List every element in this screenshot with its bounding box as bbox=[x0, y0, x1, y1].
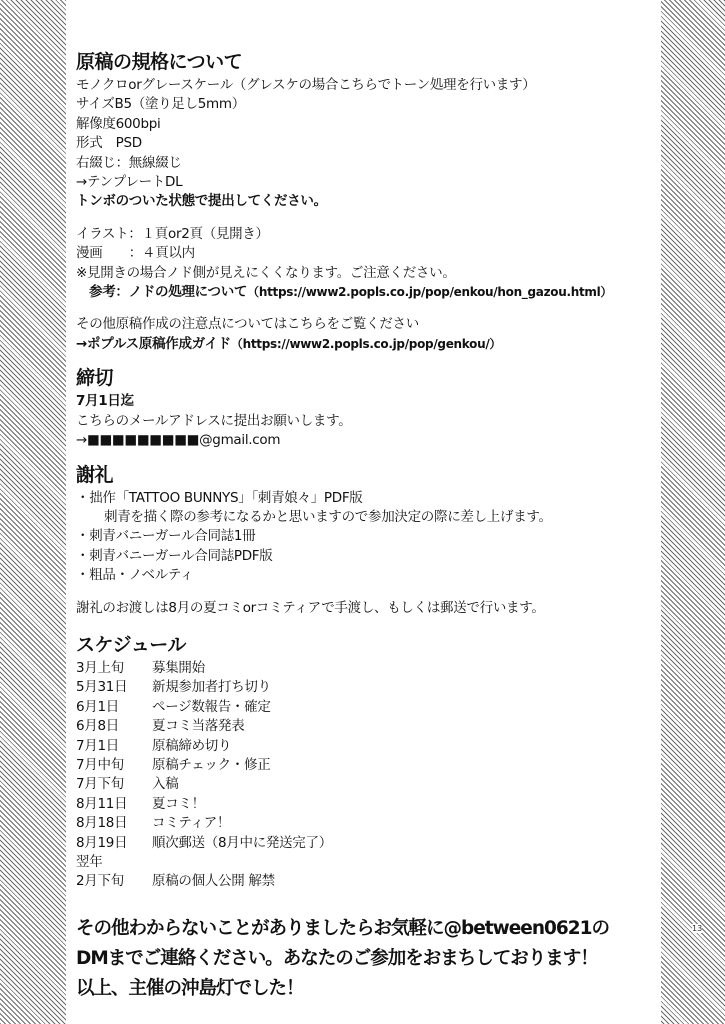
schedule-event: 原稿の個人公開 解禁 bbox=[152, 873, 275, 890]
template-download-link[interactable]: →テンプレートDL bbox=[76, 174, 183, 191]
schedule-row bbox=[76, 834, 661, 853]
page-number: 13 bbox=[692, 924, 703, 933]
schedule-row bbox=[76, 698, 661, 717]
spec-line: 形式 PSD bbox=[76, 135, 142, 152]
schedule-row bbox=[76, 678, 661, 697]
reward-item: ・刺青バニーガール合同誌PDF版 bbox=[76, 547, 273, 564]
schedule-row bbox=[76, 775, 661, 794]
guide-url[interactable]: （https://www2.popls.co.jp/pop/genkou/） bbox=[230, 336, 502, 351]
schedule-date: 7月下旬 bbox=[76, 776, 124, 793]
schedule-date: 8月18日 bbox=[76, 815, 128, 832]
guide-label[interactable]: →ポプルス原稿作成ガイド bbox=[76, 335, 231, 352]
spec-line: 右綴じ：無線綴じ bbox=[76, 154, 182, 171]
spec-note: トンボのついた状態で提出してください。 bbox=[76, 193, 327, 210]
schedule-date: 7月中旬 bbox=[76, 756, 124, 773]
schedule-event: 原稿チェック・修正 bbox=[152, 756, 271, 773]
schedule-event: ページ数報告・確定 bbox=[152, 698, 271, 715]
spec-line: サイズB5（塗り足し5mm） bbox=[76, 96, 245, 113]
closing-line: DMまでご連絡ください。あなたのご参加をおまちしております！ bbox=[76, 947, 598, 969]
deadline-heading: 締切 bbox=[76, 367, 114, 390]
schedule-row bbox=[76, 814, 661, 833]
schedule-event: 原稿締め切り bbox=[152, 737, 232, 754]
reward-item: ・粗品・ノベルティ bbox=[76, 567, 194, 584]
schedule-event: コミティア！ bbox=[152, 815, 231, 832]
schedule-row bbox=[76, 737, 661, 756]
schedule-row bbox=[76, 756, 661, 775]
reference-url[interactable]: （https://www2.popls.co.jp/pop/enkou/hon_gazou.html） bbox=[247, 285, 613, 300]
deadline-text: こちらのメールアドレスに提出お願いします。 bbox=[76, 412, 352, 429]
schedule-date: 3月上旬 bbox=[76, 659, 124, 676]
schedule-date: 8月19日 bbox=[76, 834, 128, 851]
schedule-event: 新規参加者打ち切り bbox=[152, 679, 271, 696]
page-count-line: イラスト：１頁or2頁（見開き） bbox=[76, 225, 269, 242]
schedule-event: 入稿 bbox=[152, 776, 179, 793]
schedule-date: 2月下旬 bbox=[76, 873, 124, 890]
reward-note: 謝礼のお渡しは8月の夏コミorコミティアで手渡し、もしくは郵送で行います。 bbox=[76, 599, 545, 616]
schedule-date: 8月11日 bbox=[76, 795, 128, 812]
guide-line bbox=[76, 335, 661, 354]
page-count-line: 漫画 ：４頁以内 bbox=[76, 245, 195, 262]
submission-email[interactable]: →■■■■■■■■■@gmail.com bbox=[76, 432, 281, 449]
reference-label: 参考：ノドの処理について bbox=[89, 284, 248, 301]
schedule-event: 夏コミ！ bbox=[152, 795, 205, 812]
closing-line: 以上、主催の沖島灯でした！ bbox=[76, 977, 304, 999]
closing-line: その他わからないことがありましたらお気軽に@between0621の bbox=[76, 917, 609, 939]
reward-item: ・拙作「TATTOO BUNNYS」「刺青娘々」PDF版 bbox=[76, 489, 363, 506]
spread-warning: ※見開きの場合ノド側が見えにくくなります。ご注意ください。 bbox=[76, 264, 456, 281]
schedule-row bbox=[76, 795, 661, 814]
document-page bbox=[66, 0, 661, 1024]
schedule-event: 夏コミ当落発表 bbox=[152, 718, 245, 735]
schedule-row bbox=[76, 872, 661, 891]
reward-item: ・刺青バニーガール合同誌1冊 bbox=[76, 528, 256, 545]
deadline-date: 7月1日迄 bbox=[76, 393, 134, 410]
schedule-event: 募集開始 bbox=[152, 659, 205, 676]
schedule-date: 6月1日 bbox=[76, 698, 119, 715]
schedule-row bbox=[76, 659, 661, 678]
schedule-heading: スケジュール bbox=[76, 633, 186, 656]
reward-item-description: 刺青を描く際の参考になるかと思いますので参加決定の際に差し上げます。 bbox=[104, 508, 552, 525]
spec-heading: 原稿の規格について bbox=[76, 51, 243, 73]
schedule-row bbox=[76, 717, 661, 736]
other-notes: その他原稿作成の注意点についてはこちらをご覧ください bbox=[76, 316, 419, 333]
spec-line: 解像度600bpi bbox=[76, 115, 161, 132]
reference-line bbox=[76, 283, 661, 302]
schedule-date: 6月8日 bbox=[76, 718, 119, 735]
schedule-date: 7月1日 bbox=[76, 737, 119, 754]
schedule-event: 順次郵送（8月中に発送完了） bbox=[152, 834, 332, 851]
schedule-date: 5月31日 bbox=[76, 679, 128, 696]
reward-heading: 謝礼 bbox=[76, 463, 114, 486]
spec-line: モノクロorグレースケール（グレスケの場合こちらでトーン処理を行います） bbox=[76, 77, 536, 93]
schedule-year-label: 翌年 bbox=[76, 854, 103, 870]
